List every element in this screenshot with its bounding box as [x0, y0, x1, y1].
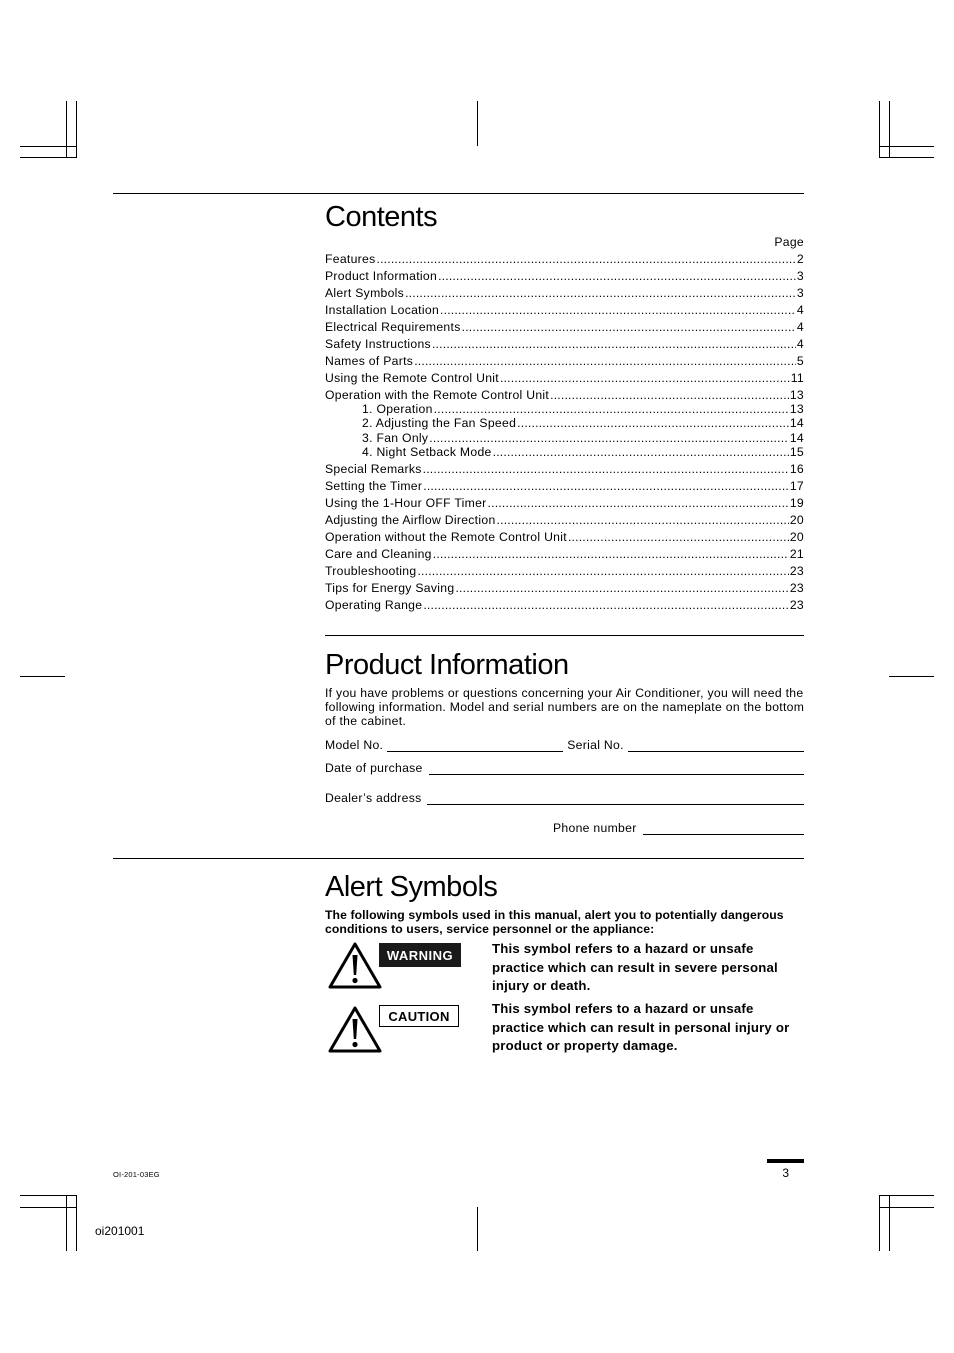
contents-top-rule — [113, 193, 804, 194]
dealer-address-label: Dealer’s address — [325, 791, 422, 805]
model-label: Model No. — [325, 738, 384, 752]
toc-entry[interactable]: Electrical Requirements ..... 4 — [325, 320, 804, 334]
toc-entry[interactable]: Setting the Timer ..... 17 — [325, 479, 804, 493]
warning-triangle-icon — [328, 941, 382, 994]
model-serial-row — [325, 736, 804, 752]
document-code: OI-201-03EG — [113, 1170, 160, 1179]
toc-subentry[interactable]: 1. Operation ..... 13 — [362, 402, 804, 416]
toc-entry[interactable]: Features ..... 2 — [325, 252, 804, 266]
phone-number-field[interactable] — [643, 822, 804, 835]
toc-entry[interactable]: Tips for Energy Saving ..... 23 — [325, 581, 804, 595]
toc-entry[interactable]: Using the Remote Control Unit ..... 11 — [325, 371, 804, 385]
dealer-address-row — [325, 789, 804, 805]
toc-entry[interactable]: Safety Instructions ..... 4 — [325, 337, 804, 351]
toc-entry[interactable]: Adjusting the Airflow Direction ..... 20 — [325, 513, 804, 527]
toc-subentry[interactable]: 3. Fan Only ..... 14 — [362, 431, 804, 445]
purchase-date-label: Date of purchase — [325, 761, 423, 775]
model-number-field[interactable] — [387, 739, 563, 752]
page-number: 3 — [782, 1166, 789, 1180]
file-id: oi201001 — [95, 1224, 145, 1238]
caution-signal-word: CAUTION — [379, 1005, 459, 1027]
warning-description: This symbol refers to a hazard or unsafe practice which can result in severe personal injury or death. — [492, 941, 778, 994]
alert-symbols-intro: The following symbols used in this manual, alert you to potentially dangerous conditions to users, service personnel or the appliance: — [325, 908, 784, 936]
warning-signal-word: WARNING — [379, 943, 461, 967]
toc-entry[interactable]: Installation Location ..... 4 — [325, 303, 804, 317]
page-number-bar — [767, 1159, 804, 1163]
contents-title: Contents — [325, 201, 438, 233]
toc-entry[interactable]: Product Information ..... 3 — [325, 269, 804, 283]
toc-subentry[interactable]: 2. Adjusting the Fan Speed ..... 14 — [362, 416, 804, 430]
product-info-intro: If you have problems or questions concerning your Air Conditioner, you will need the following information. Model and serial numbers are on the nameplate on the bottom of the cabinet. — [325, 686, 805, 728]
toc-page-header: Page — [774, 235, 804, 249]
serial-number-field[interactable] — [628, 739, 804, 752]
product-info-title: Product Information — [325, 649, 569, 681]
purchase-date-row — [325, 759, 804, 775]
product-info-rule — [325, 635, 804, 636]
caution-description: This symbol refers to a hazard or unsafe practice which can result in personal injury or product or property damage. — [492, 1001, 790, 1054]
phone-row — [553, 819, 804, 835]
phone-label: Phone number — [553, 821, 637, 835]
toc-entry[interactable]: Troubleshooting ..... 23 — [325, 564, 804, 578]
toc-entry[interactable]: Using the 1-Hour OFF Timer ..... 19 — [325, 496, 804, 510]
alert-symbols-rule — [113, 858, 804, 859]
toc-entry[interactable]: Names of Parts ..... 5 — [325, 354, 804, 368]
toc-entry[interactable]: Alert Symbols ..... 3 — [325, 286, 804, 300]
caution-triangle-icon — [328, 1005, 382, 1058]
toc-subentry[interactable]: 4. Night Setback Mode ..... 15 — [362, 445, 804, 459]
toc-entry[interactable]: Operating Range ..... 23 — [325, 598, 804, 612]
alert-symbols-title: Alert Symbols — [325, 871, 498, 903]
serial-label: Serial No. — [567, 738, 624, 752]
toc-entry[interactable]: Operation without the Remote Control Unit ..... 20 — [325, 530, 804, 544]
dealer-address-field[interactable] — [427, 792, 804, 805]
toc-entry[interactable]: Special Remarks ..... 16 — [325, 462, 804, 476]
toc-entry[interactable]: Care and Cleaning ..... 21 — [325, 547, 804, 561]
purchase-date-field[interactable] — [429, 762, 804, 775]
toc-entry[interactable]: Operation with the Remote Control Unit ..... 13 — [325, 388, 804, 402]
